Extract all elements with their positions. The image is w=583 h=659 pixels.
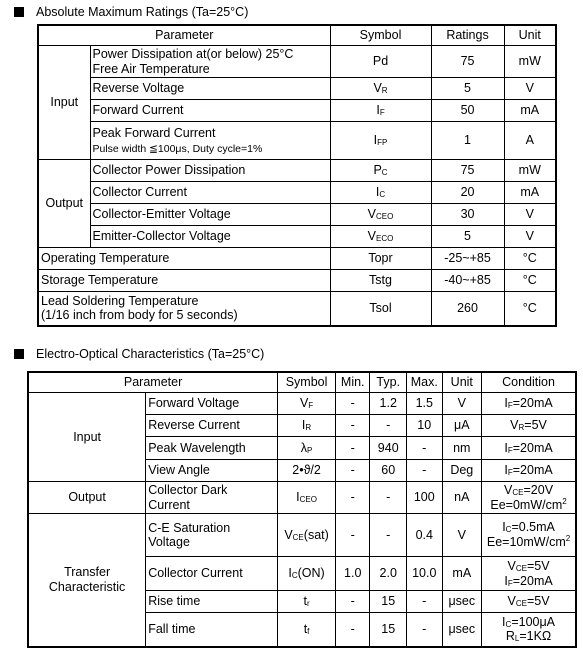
unit-cell: nm (442, 437, 482, 460)
param-cell: Emitter-Collector Voltage (90, 226, 330, 248)
bullet-square-icon (14, 349, 24, 359)
group-label-transfer: Transfer Characteristic (28, 514, 146, 647)
symbol-cell: $I_{CEO}$ (278, 482, 336, 514)
rating-cell: 20 (431, 182, 504, 204)
symbol-cell: 2•ϑ/2 (278, 460, 336, 482)
unit-cell: A (504, 122, 556, 160)
unit-cell: °C (504, 270, 556, 292)
table-row (38, 122, 556, 160)
condition-cell: $V_{CE}=20V$ $Ee=0mW/cm^2$ (482, 482, 576, 514)
condition-cell: $I_F=20mA$ (482, 437, 576, 460)
bullet-square-icon (14, 7, 24, 17)
symbol-cell: $I_F$ (330, 100, 431, 122)
table-row (38, 292, 556, 326)
table-header-row (38, 25, 556, 46)
rating-cell: 5 (431, 78, 504, 100)
group-label-output: Output (28, 482, 146, 514)
unit-cell: °C (504, 248, 556, 270)
param-cell: Forward Current (90, 100, 330, 122)
param-cell: Reverse Current (146, 415, 278, 437)
symbol-cell: $I_{FP}$ (330, 122, 431, 160)
unit-cell: °C (504, 292, 556, 326)
symbol-cell: $I_C$ (330, 182, 431, 204)
typ-cell: - (370, 415, 407, 437)
group-label-input: Input (38, 46, 90, 160)
electro-optical-table (27, 371, 577, 648)
min-cell: - (335, 415, 370, 437)
typ-cell: 15 (370, 613, 407, 647)
table-row (38, 226, 556, 248)
unit-cell: V (442, 514, 482, 557)
header-unit: Unit (504, 25, 556, 46)
symbol-cell: $V_{CE}(sat)$ (278, 514, 336, 557)
rating-cell: -25~+85 (431, 248, 504, 270)
unit-cell: mA (442, 557, 482, 591)
rating-cell: 50 (431, 100, 504, 122)
param-cell: Collector Power Dissipation (90, 160, 330, 182)
unit-cell: mA (504, 100, 556, 122)
min-cell: - (335, 437, 370, 460)
param-cell: Collector Dark Current (146, 482, 278, 514)
min-cell: 1.0 (335, 557, 370, 591)
unit-cell: μA (442, 415, 482, 437)
condition-cell: $I_C=100\mu A$ $R_L=1K\Omega$ (482, 613, 576, 647)
condition-cell: $I_F=20mA$ (482, 460, 576, 482)
table-row (28, 393, 576, 415)
header-condition: Condition (482, 372, 576, 393)
param-cell: Storage Temperature (38, 270, 330, 292)
param-cell: Power Dissipation at(or below) 25°C Free Air Temperature (90, 46, 330, 78)
rating-cell: -40~+85 (431, 270, 504, 292)
rating-cell: 1 (431, 122, 504, 160)
table-row (38, 248, 556, 270)
min-cell: - (335, 460, 370, 482)
typ-cell: 15 (370, 591, 407, 613)
unit-cell: V (504, 78, 556, 100)
section-title-absolute-max: Absolute Maximum Ratings (Ta=25°C) (14, 3, 248, 21)
rating-cell: 30 (431, 204, 504, 226)
unit-cell: mW (504, 46, 556, 78)
min-cell: - (335, 393, 370, 415)
max-cell: 1.5 (407, 393, 443, 415)
typ-cell: 940 (370, 437, 407, 460)
rating-cell: 260 (431, 292, 504, 326)
symbol-cell: $t_r$ (278, 591, 336, 613)
min-cell: - (335, 482, 370, 514)
condition-cell: $V_{CE}=5V$ (482, 591, 576, 613)
param-cell: Rise time (146, 591, 278, 613)
rating-cell: 75 (431, 160, 504, 182)
table-row (28, 514, 576, 557)
symbol-cell: $I_R$ (278, 415, 336, 437)
condition-cell: $I_C=0.5mA$ $Ee=10mW/cm^2$ (482, 514, 576, 557)
table-row (38, 46, 556, 78)
condition-cell: $V_R=5V$ (482, 415, 576, 437)
max-cell: - (407, 460, 443, 482)
param-cell: Fall time (146, 613, 278, 647)
unit-cell: V (442, 393, 482, 415)
rating-cell: 5 (431, 226, 504, 248)
unit-cell: μsec (442, 613, 482, 647)
unit-cell: nA (442, 482, 482, 514)
typ-cell: - (370, 482, 407, 514)
header-typ: Typ. (370, 372, 407, 393)
symbol-cell: Topr (330, 248, 431, 270)
param-cell: Operating Temperature (38, 248, 330, 270)
header-unit: Unit (442, 372, 482, 393)
table-row (38, 204, 556, 226)
typ-cell: 2.0 (370, 557, 407, 591)
param-cell: Reverse Voltage (90, 78, 330, 100)
symbol-cell: $I_C(ON)$ (278, 557, 336, 591)
group-label-output: Output (38, 160, 90, 248)
symbol-cell: $\lambda_P$ (278, 437, 336, 460)
symbol-cell: $V_F$ (278, 393, 336, 415)
max-cell: 10 (407, 415, 443, 437)
rating-cell: 75 (431, 46, 504, 78)
symbol-cell: $t_f$ (278, 613, 336, 647)
typ-cell: - (370, 514, 407, 557)
symbol-cell: Pd (330, 46, 431, 78)
section-title-electro-optical: Electro-Optical Characteristics (Ta=25°C) (14, 345, 264, 363)
symbol-cell: Tstg (330, 270, 431, 292)
condition-cell: $I_F=20mA$ (482, 393, 576, 415)
table-row (38, 182, 556, 204)
unit-cell: Deg (442, 460, 482, 482)
symbol-cell: Tsol (330, 292, 431, 326)
group-label-input: Input (28, 393, 146, 482)
max-cell: 0.4 (407, 514, 443, 557)
max-cell: 100 (407, 482, 443, 514)
table-row (38, 270, 556, 292)
header-ratings: Ratings (431, 25, 504, 46)
unit-cell: V (504, 226, 556, 248)
max-cell: - (407, 613, 443, 647)
param-cell: Forward Voltage (146, 393, 278, 415)
param-cell: C-E Saturation Voltage (146, 514, 278, 557)
param-cell: Collector-Emitter Voltage (90, 204, 330, 226)
param-cell: Collector Current (90, 182, 330, 204)
param-cell: Peak Wavelength (146, 437, 278, 460)
table-row (38, 160, 556, 182)
symbol-cell: $V_{ECO}$ (330, 226, 431, 248)
unit-cell: μsec (442, 591, 482, 613)
header-symbol: Symbol (330, 25, 431, 46)
param-cell: Collector Current (146, 557, 278, 591)
table-header-row (28, 372, 576, 393)
table-row (38, 100, 556, 122)
unit-cell: V (504, 204, 556, 226)
header-max: Max. (407, 372, 443, 393)
min-cell: - (335, 514, 370, 557)
symbol-cell: $V_R$ (330, 78, 431, 100)
typ-cell: 1.2 (370, 393, 407, 415)
max-cell: 10.0 (407, 557, 443, 591)
min-cell: - (335, 613, 370, 647)
max-cell: - (407, 437, 443, 460)
header-min: Min. (335, 372, 370, 393)
header-parameter: Parameter (38, 25, 330, 46)
param-cell: View Angle (146, 460, 278, 482)
unit-cell: mA (504, 182, 556, 204)
table-row (38, 78, 556, 100)
header-symbol: Symbol (278, 372, 336, 393)
condition-cell: $V_{CE}=5V$ $I_F=20mA$ (482, 557, 576, 591)
typ-cell: 60 (370, 460, 407, 482)
symbol-cell: $V_{CEO}$ (330, 204, 431, 226)
param-cell: Peak Forward Current Pulse width ≦100μs, Duty cycle=1% (90, 122, 330, 160)
absolute-max-ratings-table (37, 24, 557, 327)
symbol-cell: $P_C$ (330, 160, 431, 182)
unit-cell: mW (504, 160, 556, 182)
header-parameter: Parameter (28, 372, 278, 393)
max-cell: - (407, 591, 443, 613)
table-row (28, 482, 576, 514)
min-cell: - (335, 591, 370, 613)
param-cell: Lead Soldering Temperature (1/16 inch from body for 5 seconds) (38, 292, 330, 326)
